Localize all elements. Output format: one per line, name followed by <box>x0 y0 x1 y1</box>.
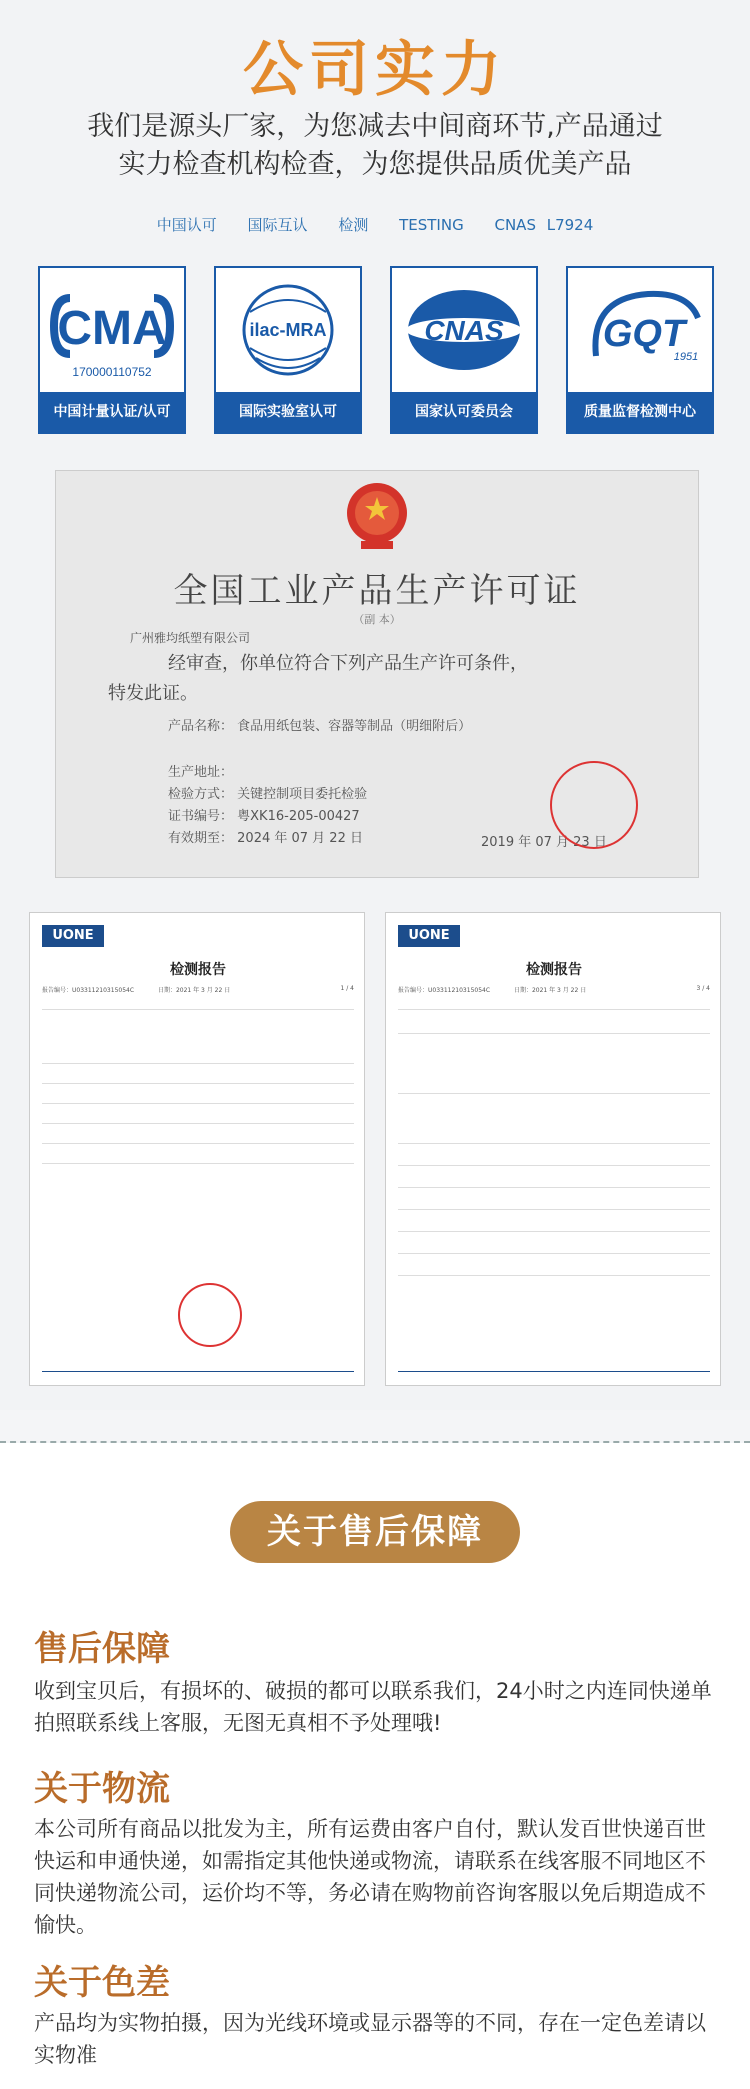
license-subtitle: （副 本） <box>353 613 401 626</box>
cma-logo-icon <box>40 268 184 392</box>
badge-caption: 国际实验室认可 <box>216 392 360 432</box>
license-company: 广州雅均纸塑有限公司 <box>130 631 251 645</box>
ilac-logo-icon <box>216 268 360 392</box>
cert-tag: TESTING <box>399 216 464 234</box>
intro-text <box>40 108 710 184</box>
aftersale-heading: 售后保障 <box>34 1629 170 1669</box>
color-diff-heading: 关于色差 <box>34 1963 170 2003</box>
badge-ilac <box>214 266 362 434</box>
valid-label: 有效期至： <box>168 831 234 846</box>
report-date: 日期：2021 年 3 月 22 日 <box>157 987 231 994</box>
official-seal-icon <box>550 761 638 849</box>
address-label: 生产地址： <box>168 765 234 780</box>
valid-value: 2024 年 07 月 22 日 <box>237 831 363 846</box>
report-number: 报告编号：U03311210315054C <box>398 987 491 994</box>
report-footer <box>398 1371 710 1375</box>
test-report-1 <box>29 912 365 1386</box>
badge-year: 1951 <box>673 351 699 363</box>
badge-caption: 中国计量认证/认可 <box>40 392 184 432</box>
logistics-text: 本公司所有商品以批发为主，所有运费由客户自付，默认发百世快递百世快运和申通快递，如需指定其他快递或物流，请联系在线客服不同地区不同快递物流公司，运价均不等，务必请在购物前咨询客服以免后期造成不愉快。 <box>34 1817 706 1937</box>
aftersale-banner: 关于售后保障 <box>230 1501 520 1563</box>
badge-cnas <box>390 266 538 434</box>
badge-logo-text: CNAS <box>424 315 504 346</box>
report-brand: UONE <box>42 925 104 947</box>
badge-logo-text: GQT <box>602 313 686 355</box>
badge-gqt <box>566 266 714 434</box>
badge-cma <box>38 266 186 434</box>
color-diff-text: 产品均为实物拍摄，因为光线环境或显示器等的不同，存在一定色差请以实物准 <box>34 2011 706 2067</box>
cert-value: 粤XK16-205-00427 <box>237 809 360 824</box>
cert-tag: 检测 <box>338 216 369 234</box>
report-title: 检测报告 <box>170 962 226 978</box>
report-title: 检测报告 <box>526 962 582 978</box>
cert-label: 证书编号： <box>168 809 234 824</box>
production-license <box>55 470 699 878</box>
cnas-logo-icon <box>392 268 536 392</box>
national-emblem-icon <box>341 479 413 555</box>
license-statement-2: 特发此证。 <box>108 683 198 704</box>
test-report-2 <box>385 912 721 1386</box>
cert-tag: 国际互认 <box>247 216 308 234</box>
badge-number: 170000110752 <box>72 365 152 379</box>
badge-caption: 国家认可委员会 <box>392 392 536 432</box>
report-date: 日期：2021 年 3 月 22 日 <box>513 987 587 994</box>
product-value: 食品用纸包装、容器等制品（明细附后） <box>237 719 472 734</box>
intro-line-1: 我们是源头厂家，为您减去中间商环节,产品通过 <box>87 111 663 142</box>
report-footer <box>42 1371 354 1375</box>
cert-tag: 中国认可 <box>156 216 217 234</box>
license-statement-1: 经审查，你单位符合下列产品生产许可条件， <box>168 653 528 674</box>
license-title: 全国工业产品生产许可证 <box>173 571 581 611</box>
logistics-heading: 关于物流 <box>34 1769 170 1809</box>
gqt-logo-icon <box>568 268 712 392</box>
report-page: 3 / 4 <box>696 985 710 992</box>
cert-tag-line <box>0 214 750 235</box>
cert-tag: CNAS L7924 <box>494 216 594 234</box>
report-page: 1 / 4 <box>340 985 354 992</box>
intro-line-2: 实力检查机构检查，为您提供品质优美产品 <box>118 149 632 180</box>
inspect-value: 关键控制项目委托检验 <box>237 787 368 802</box>
report-number: 报告编号：U03311210315054C <box>42 987 135 994</box>
inspect-label: 检验方式： <box>168 787 234 802</box>
badge-logo-text: ilac-MRA <box>249 320 327 340</box>
page-title: 公司实力 <box>243 35 507 105</box>
aftersale-section <box>0 1443 750 2089</box>
report-seal-icon <box>178 1283 242 1347</box>
certification-badges <box>38 266 714 436</box>
badge-logo-text: CMA <box>57 302 167 355</box>
aftersale-text: 收到宝贝后，有损坏的、破损的都可以联系我们，24小时之内连同快递单拍照联系线上客服，无图无真相不予处理哦! <box>34 1679 712 1735</box>
product-label: 产品名称： <box>168 719 234 734</box>
issue-date: 2019 年 07 月 23 日 <box>481 835 607 850</box>
report-brand: UONE <box>398 925 460 947</box>
badge-caption: 质量监督检测中心 <box>568 392 712 432</box>
